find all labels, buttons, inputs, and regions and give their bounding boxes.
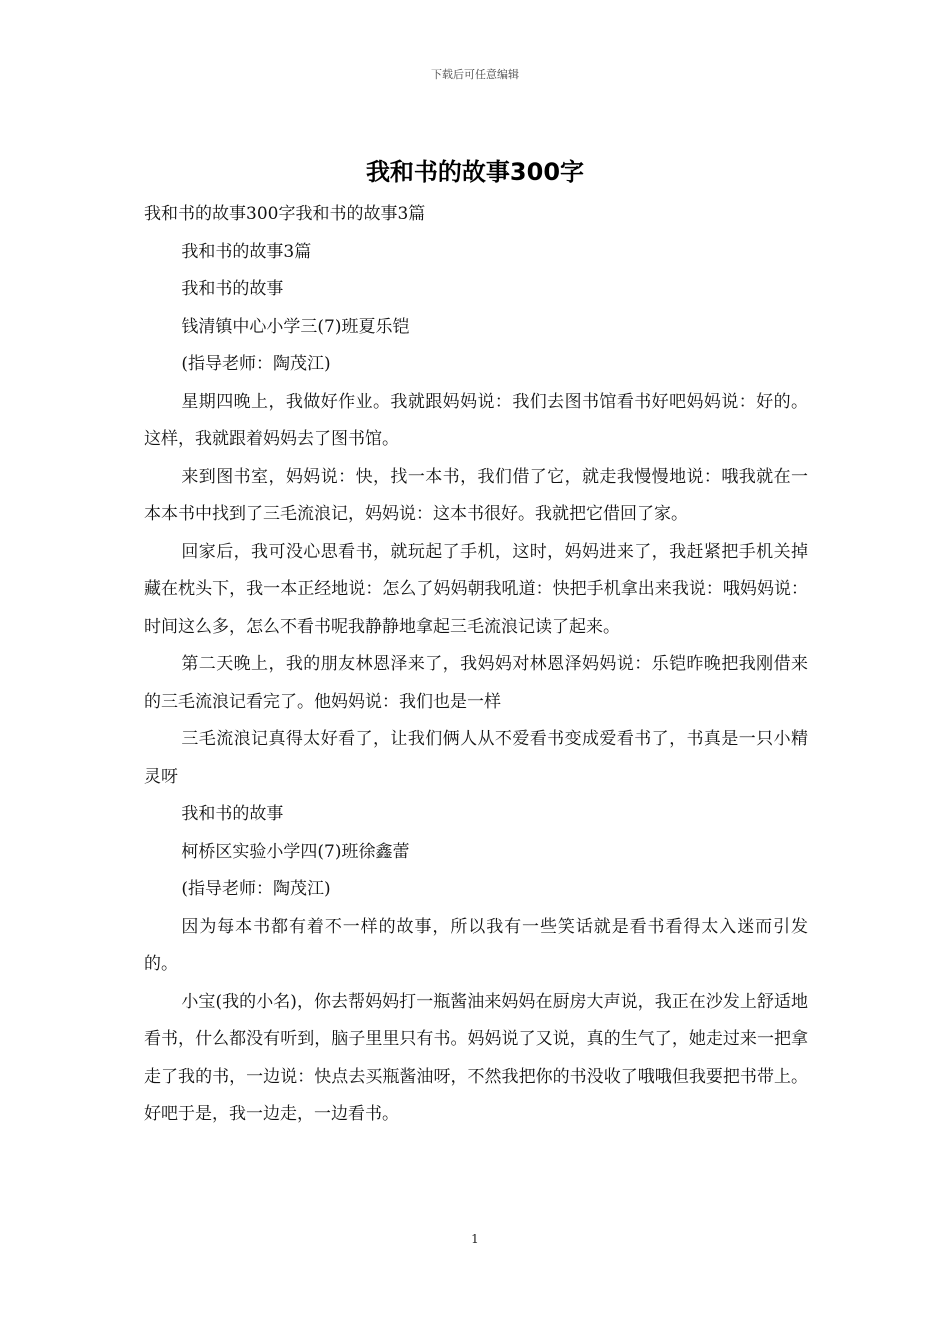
paragraph-body: 第二天晚上，我的朋友林恩泽来了，我妈妈对林恩泽妈妈说：乐铠昨晚把我刚借来的三毛流浪记看完了。他妈妈说：我们也是一样 (144, 654, 808, 712)
page-number: 1 (471, 1232, 479, 1246)
paragraph-body: 回家后，我可没心思看书，就玩起了手机，这时，妈妈进来了，我赶紧把手机关掉藏在枕头下，我一本正经地说：怎么了妈妈朝我吼道：快把手机拿出来我说：哦妈妈说：时间这么多，怎么不看书呢我静静地拿起三毛流浪记读了起来。 (144, 541, 808, 637)
paragraph-body: 因为每本书都有着不一样的故事，所以我有一些笑话就是看书看得太入迷而引发的。 (144, 916, 808, 974)
paragraph-story-title: 我和书的故事 (181, 804, 284, 824)
paragraph-body: 来到图书室，妈妈说：快，找一本书，我们借了它，就走我慢慢地说：哦我就在一本本书中找到了三毛流浪记，妈妈说：这本书很好。我就把它借回了家。 (144, 466, 808, 524)
paragraph-subtitle: 我和书的故事300字我和书的故事3篇 (144, 204, 426, 224)
paragraph-author: 钱清镇中心小学三(7)班夏乐铠 (181, 316, 410, 337)
paragraph-body: 三毛流浪记真得太好看了，让我们俩人从不爱看书变成爱看书了，书真是一只小精灵呀 (144, 729, 808, 787)
paragraph-section-heading: 我和书的故事3篇 (181, 241, 312, 262)
document-body (144, 196, 808, 1134)
paragraph-author: 柯桥区实验小学四(7)班徐鑫蕾 (181, 841, 410, 862)
paragraph-teacher: (指导老师：陶茂江) (181, 354, 331, 374)
document-title: 我和书的故事300字 (365, 158, 585, 186)
paragraph-body: 星期四晚上，我做好作业。我就跟妈妈说：我们去图书馆看书好吧妈妈说：好的。这样，我就跟着妈妈去了图书馆。 (144, 391, 808, 449)
paragraph-body: 小宝(我的小名)，你去帮妈妈打一瓶酱油来妈妈在厨房大声说，我正在沙发上舒适地看书，什么都没有听到，脑子里里只有书。妈妈说了又说，真的生气了，她走过来一把拿走了我的书，一边说：快点去买瓶酱油呀，不然我把你的书没收了哦哦但我要把书带上。好吧于是，我一边走，一边看书。 (144, 991, 808, 1124)
paragraph-story-title: 我和书的故事 (181, 279, 284, 299)
paragraph-teacher: (指导老师：陶茂江) (181, 879, 331, 899)
page-header: 下载后可任意编辑 (431, 68, 519, 81)
